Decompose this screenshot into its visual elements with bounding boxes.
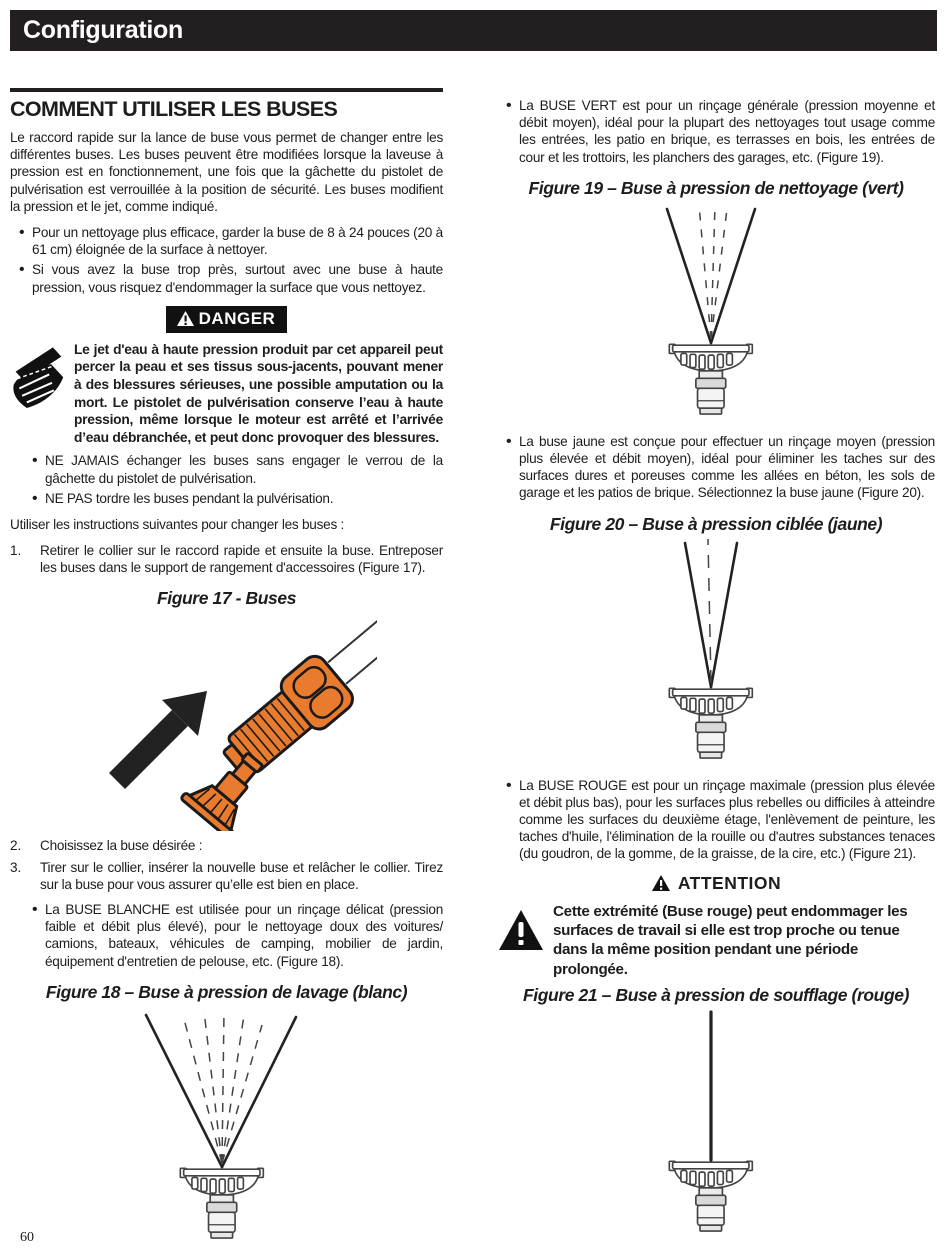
danger-label: DANGER: [198, 308, 276, 328]
list-item: [497, 777, 935, 863]
figure21-image: [497, 1010, 935, 1238]
list-item: [497, 97, 935, 166]
bullet-icon: [19, 224, 32, 258]
bullet-text: La BUSE VERT est pour un rinçage générale (pression moyenne et débit moyen), idéal pour la plupart des nettoyages tout usage comme les entrées, les patio en brique, es terrasses en bois, les entrées de cour et les trottoirs, les planchers des garages, etc. (Figure 19).: [519, 98, 935, 165]
bullet-icon: [32, 452, 45, 486]
page-number: 60: [20, 1230, 34, 1245]
attention-heading: [497, 873, 935, 894]
instructions-intro: Utiliser les instructions suivantes pour changer les buses :: [10, 516, 345, 532]
attention-warning-block: [497, 902, 935, 980]
intro-paragraph: Le raccord rapide sur la lance de buse vous permet de changer entre les différentes buses. Les buses peuvent être modifiées lorsque la laveuse à pression est en fonctionnement, une fois que la gâchette du pistolet de pulvérisation est verrouillée à la position de sécurité. Les buses modifient la pression et le jet, comme indiqué.: [10, 130, 443, 214]
list-item: [10, 490, 443, 508]
figure21-caption: Figure 21 – Buse à pression de soufflage (rouge): [523, 985, 909, 1006]
list-item: [10, 452, 443, 486]
bullet-icon: [506, 97, 519, 166]
left-column: [10, 88, 443, 1249]
warning-triangle-icon: [651, 874, 671, 892]
list-item: [10, 261, 443, 295]
attention-warning-text: Cette extrémité (Buse rouge) peut endommager les surfaces de travail si elle est trop proche ou tenue dans la même position pendant une période prolongée.: [553, 902, 908, 978]
step-number: 2.: [10, 838, 22, 854]
narrow-spray-illustration: [601, 539, 831, 767]
bullet-text: Si vous avez la buse trop près, surtout avec une buse à haute pression, vous risquez d'endommager la surface que vous nettoyez.: [32, 262, 443, 295]
figure19-caption: Figure 19 – Buse à pression de nettoyage (vert): [528, 177, 904, 198]
bullet-icon: [32, 490, 45, 508]
bullet-icon: [19, 261, 32, 295]
step-number: 1.: [10, 543, 22, 558]
step-item: [10, 542, 443, 576]
numbered-steps: [10, 542, 443, 576]
step-text: Tirer sur le collier, insérer la nouvelle buse et relâcher le collier. Tirez sur la buse pour vous assurer qu’elle est bien en place.: [40, 859, 443, 892]
step-text: Choisissez la buse désirée :: [40, 838, 203, 854]
danger-warning-text: Le jet d'eau à haute pression produit par cet appareil peut percer la peau et ses tissus sous-jacents, pouvant mener à des blessures sérieuses, une possible amputation ou la mort. Le pistolet de pulvérisation conserve l’eau à haute pression, même lorsque le moteur est arrêté et l’arrivée d’eau débranchée, et peut donc provoquer des blessures.: [74, 341, 443, 445]
step-item: [10, 837, 443, 854]
page-header-bar: [10, 10, 937, 51]
right-column: [497, 88, 935, 1238]
figure19-image: [497, 203, 935, 423]
bullet-text: NE PAS tordre les buses pendant la pulvérisation.: [45, 490, 334, 506]
bullet-icon: [32, 901, 45, 970]
attention-label: ATTENTION: [677, 872, 782, 893]
figure20-image: [497, 539, 935, 767]
figure17-image: [10, 613, 443, 831]
figure17-caption: Figure 17 - Buses: [156, 588, 297, 609]
bullet-text: La BUSE ROUGE est pour un rinçage maximale (pression plus élevée et débit plus bas), pour les surfaces plus rebelles ou difficiles à atteindre comme les surfaces du deuxième étage, l'enlèvement de peinture, les taches d'huile, l'élimination de la rouille ou d'autres substances tenaces (du goudron, de la gomme, de la graisse, de la cire, etc.) (Figure 21).: [519, 777, 935, 862]
bullet-text: La BUSE BLANCHE est utilisée pour un rinçage délicat (pression faible et débit plus élevé), pour le nettoyage doux des voitures/ camions, bateaux, véhicules de camping, mobilier de jardin, équipement d'entretien de pelouse, etc. (Figure 18).: [45, 902, 443, 969]
step-item: [10, 859, 443, 893]
section-rule: [10, 88, 443, 92]
warning-triangle-icon: [176, 310, 195, 327]
bullet-text: NE JAMAIS échanger les buses sans engager le verrou de la gâchette du pistolet de pulvérisation.: [45, 453, 443, 486]
step-text: Retirer le collier sur le raccord rapide et ensuite la buse. Entreposer les buses dans le support de rangement d'accessoires (Figure 17).: [40, 543, 443, 576]
bullet-icon: [506, 433, 519, 502]
list-item: [497, 433, 935, 502]
figure18-image: [10, 1007, 443, 1249]
figure20-caption: Figure 20 – Buse à pression ciblée (jaune): [549, 513, 883, 534]
nozzle-quick-connect-illustration: [77, 613, 377, 831]
exclamation-triangle-icon: [497, 902, 545, 980]
bullet-text: La buse jaune est conçue pour effectuer un rinçage moyen (pression plus élevée et débit moyen), idéal pour éliminer les taches sur des surfaces dures et poreuses comme les allées en béton, les sols de garage et les patios de brique. Sélectionnez la buse jaune (Figure 20).: [519, 433, 935, 501]
medium-spray-illustration: [601, 203, 831, 423]
hand-injection-hazard-icon: [10, 341, 66, 447]
figure18-caption: Figure 18 – Buse à pression de lavage (blanc): [45, 981, 408, 1002]
bullet-text: Pour un nettoyage plus efficace, garder la buse de 8 à 24 pouces (20 à 61 cm) éloignée de la surface à nettoyer.: [32, 225, 443, 258]
list-item: [10, 224, 443, 258]
numbered-steps: [10, 837, 443, 893]
page-header-title: Configuration: [23, 16, 183, 44]
section-title: COMMENT UTILISER LES BUSES: [10, 97, 338, 121]
step-number: 3.: [10, 859, 22, 875]
list-item: [10, 901, 443, 970]
danger-banner: [10, 306, 443, 333]
wide-spray-illustration: [112, 1007, 342, 1249]
pencil-jet-illustration: [601, 1010, 831, 1238]
danger-warning-block: [10, 341, 443, 447]
bullet-icon: [506, 777, 519, 863]
